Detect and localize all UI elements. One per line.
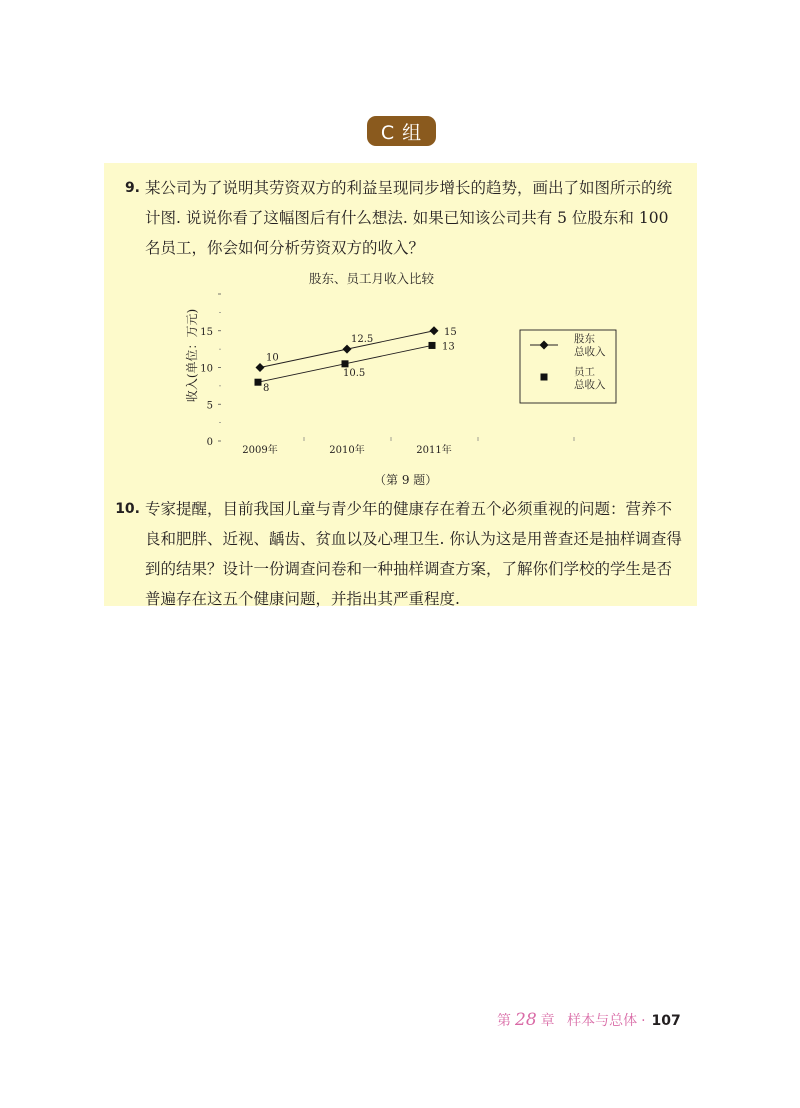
- x-tick-label: 2011年: [416, 445, 452, 456]
- data-label: 15: [444, 326, 457, 338]
- figure-caption: （第 9 题）: [374, 473, 438, 487]
- problem-text-line: 到的结果？设计一份调查问卷和一种抽样调查方案，了解你们学校的学生是否: [145, 560, 673, 578]
- chapter-title: 样本与总体: [567, 1013, 638, 1029]
- page-number: 107: [651, 1013, 681, 1029]
- problem-text-line: 名员工，你会如何分析劳资双方的收入？: [145, 239, 425, 257]
- chart-title: 股东、员工月收入比较: [309, 271, 435, 286]
- data-label: 8: [263, 383, 270, 395]
- y-axis-label: 收入(单位：万元): [185, 308, 199, 403]
- problem-text: [145, 494, 692, 614]
- legend-marker-diamond: [540, 341, 549, 350]
- chart-legend: [520, 330, 616, 403]
- data-point-square: [429, 342, 436, 349]
- data-label: 10.5: [343, 367, 366, 379]
- legend-label: 总收入: [574, 346, 606, 358]
- data-point-square: [342, 360, 349, 367]
- legend-label: 总收入: [574, 379, 606, 391]
- data-point-diamond: [343, 345, 352, 354]
- x-tick-label: 2010年: [329, 445, 365, 456]
- problem-text-line: 普遍存在这五个健康问题，并指出其严重程度.: [145, 590, 460, 608]
- data-point-diamond: [256, 363, 265, 372]
- page-footer: [497, 1010, 681, 1030]
- legend-label: 股东: [574, 333, 595, 345]
- problem-text-line: 某公司为了说明其劳资双方的利益呈现同步增长的趋势，画出了如图所示的统: [145, 179, 673, 197]
- problem-text: [145, 173, 692, 263]
- data-point-square: [255, 379, 262, 386]
- x-tick-label: 2009年: [242, 445, 278, 456]
- chart-canvas: [174, 261, 624, 471]
- data-point-diamond: [430, 326, 439, 335]
- income-chart: [174, 261, 624, 491]
- data-label: 10: [266, 352, 279, 364]
- data-label: 12.5: [351, 334, 374, 346]
- legend-marker-square: [541, 374, 548, 381]
- chapter-prefix: 第: [497, 1013, 511, 1029]
- chapter-number: 28: [515, 1010, 537, 1030]
- problem-text-line: 专家提醒，目前我国儿童与青少年的健康存在着五个必须重视的问题：营养不: [145, 500, 673, 518]
- footer-separator: ·: [641, 1013, 646, 1029]
- chapter-suffix: 章: [540, 1013, 555, 1029]
- problem-text-line: 良和肥胖、近视、龋齿、贫血以及心理卫生. 你认为这是用普查还是抽样调查得: [145, 530, 682, 548]
- exercise-box: [104, 163, 697, 606]
- legend-label: 员工: [574, 366, 595, 378]
- y-tick-label: 10: [200, 363, 213, 375]
- data-label: 13: [442, 341, 455, 353]
- group-c-badge: C 组: [367, 116, 436, 146]
- y-tick-label: 5: [206, 400, 213, 412]
- y-tick-label: 15: [200, 326, 213, 338]
- problem-text-line: 计图. 说说你看了这幅图后有什么想法. 如果已知该公司共有 5 位股东和 100: [145, 209, 669, 227]
- y-tick-label: 0: [206, 437, 213, 448]
- problem-number: 9.: [124, 180, 140, 196]
- problem-number: 10.: [115, 501, 140, 517]
